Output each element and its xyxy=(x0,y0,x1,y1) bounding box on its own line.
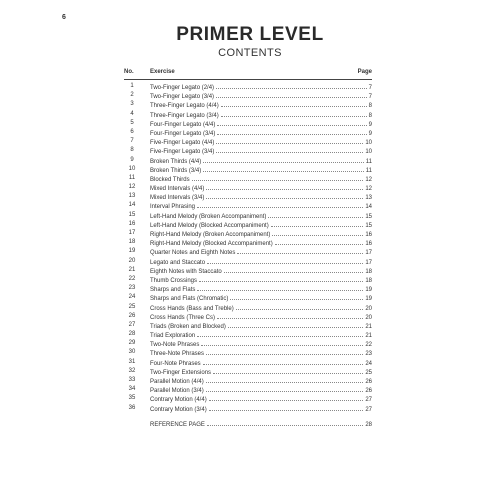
exercise-number: 23 xyxy=(128,285,136,292)
page-ref: 23 xyxy=(365,351,372,358)
dot-leader xyxy=(217,119,366,126)
toc-row xyxy=(124,201,372,210)
exercise-number: 15 xyxy=(128,211,136,218)
exercise-number: 25 xyxy=(128,303,136,310)
page-ref: 15 xyxy=(365,222,372,229)
page-ref: 7 xyxy=(368,94,372,101)
exercise-title: Parallel Motion (4/4) xyxy=(150,379,204,385)
exercise-title: Four-Finger Legato (3/4) xyxy=(150,130,216,137)
exercise-number: 12 xyxy=(128,184,136,191)
exercise-title: Three-Finger Legato (4/4) xyxy=(150,103,219,110)
toc-row xyxy=(124,91,372,100)
toc-entry-line xyxy=(150,348,372,357)
exercise-number: 4 xyxy=(130,110,134,117)
dot-leader xyxy=(199,275,363,282)
page-ref: 11 xyxy=(365,158,372,165)
toc-row xyxy=(124,321,372,330)
dot-leader xyxy=(236,303,364,310)
toc-row xyxy=(124,128,372,137)
page-ref: 24 xyxy=(365,360,372,367)
toc-entry-line xyxy=(150,220,372,229)
toc-row xyxy=(124,110,372,119)
toc-entry-line xyxy=(150,128,372,137)
dot-leader xyxy=(275,238,364,245)
exercise-number: 16 xyxy=(128,220,136,227)
toc-entry-line xyxy=(150,82,372,91)
exercise-number: 7 xyxy=(130,138,134,145)
page-ref: 26 xyxy=(365,379,372,385)
page-ref: 8 xyxy=(368,112,372,119)
dot-leader xyxy=(206,192,363,199)
page-ref: 19 xyxy=(365,287,372,294)
page-ref: 16 xyxy=(365,232,372,238)
toc-entry-line xyxy=(150,404,372,413)
dot-leader xyxy=(197,330,363,337)
exercise-number: 19 xyxy=(128,248,136,255)
toc-entry-line xyxy=(150,146,372,155)
toc-row xyxy=(124,211,372,220)
dot-leader xyxy=(237,247,363,254)
toc-entry-line xyxy=(150,275,372,284)
toc-row xyxy=(124,367,372,376)
exercise-number: 24 xyxy=(128,294,136,301)
toc-row xyxy=(124,376,372,385)
toc-reference-row xyxy=(124,419,372,428)
toc-entry-line xyxy=(150,339,372,348)
exercise-number: 31 xyxy=(128,358,136,365)
page-ref: 10 xyxy=(365,149,372,156)
exercise-title: Broken Thirds (4/4) xyxy=(150,158,202,165)
toc-entry-line xyxy=(150,330,372,339)
page-ref: 20 xyxy=(365,305,372,312)
toc-row xyxy=(124,385,372,394)
toc-row xyxy=(124,339,372,348)
toc-entry-line xyxy=(150,358,372,367)
exercise-title: Sharps and Flats xyxy=(150,287,196,294)
exercise-title: Triad Exploration xyxy=(150,333,196,340)
page-ref: 27 xyxy=(365,397,372,404)
toc-row xyxy=(124,119,372,128)
toc-row xyxy=(124,146,372,155)
exercise-title: Eighth Notes with Staccato xyxy=(150,268,222,275)
page-ref: 28 xyxy=(365,421,372,428)
page-number: 6 xyxy=(62,14,66,21)
toc-entry-line xyxy=(150,247,372,256)
page-ref: 14 xyxy=(365,204,372,211)
exercise-title: Blocked Thirds xyxy=(150,176,190,183)
toc-entry-line xyxy=(150,284,372,293)
dot-leader xyxy=(271,220,364,227)
page-ref: 21 xyxy=(365,333,372,340)
dot-leader xyxy=(206,348,363,355)
page-ref: 15 xyxy=(365,213,372,220)
exercise-number: 29 xyxy=(128,340,136,347)
exercise-title: Thumb Crossings xyxy=(150,277,198,284)
exercise-number: 8 xyxy=(130,147,134,154)
exercise-title: Broken Thirds (3/4) xyxy=(150,167,202,174)
page-ref: 20 xyxy=(365,314,372,321)
dot-leader xyxy=(209,394,364,401)
exercise-title: Two-Finger Legato (2/4) xyxy=(150,85,215,91)
dot-leader xyxy=(216,91,367,98)
toc-entry-line xyxy=(150,211,372,220)
exercise-title: Two-Finger Extensions xyxy=(150,369,212,376)
toc-entry-line xyxy=(150,367,372,376)
toc-entry-line xyxy=(150,91,372,100)
page-ref: 13 xyxy=(365,195,372,202)
toc-entry-line xyxy=(150,183,372,192)
exercise-number: 9 xyxy=(130,156,134,163)
toc-entry-line xyxy=(150,238,372,247)
toc-entry-line xyxy=(150,266,372,275)
exercise-title: Triads (Broken and Blocked) xyxy=(150,323,226,330)
exercise-title: Right-Hand Melody (Broken Accompaniment) xyxy=(150,232,271,238)
exercise-number: 26 xyxy=(128,312,136,319)
page-ref: 11 xyxy=(365,167,372,174)
page-ref: 27 xyxy=(365,406,372,413)
exercise-number: 20 xyxy=(128,257,136,264)
page-ref: 8 xyxy=(368,103,372,110)
exercise-title: Four-Finger Legato (4/4) xyxy=(150,121,216,128)
exercise-title: Two-Finger Legato (3/4) xyxy=(150,94,215,101)
exercise-number: 14 xyxy=(128,202,136,209)
column-header-page: Page xyxy=(357,69,372,75)
exercise-title: Sharps and Flats (Chromatic) xyxy=(150,296,229,303)
dot-leader xyxy=(217,128,366,135)
toc-entry-line xyxy=(150,201,372,210)
toc-row xyxy=(124,100,372,109)
page-ref: 9 xyxy=(368,130,372,137)
toc-entry-line xyxy=(150,229,372,238)
toc-entry-line xyxy=(150,165,372,174)
toc-entry-line xyxy=(150,257,372,266)
exercise-title: REFERENCE PAGE xyxy=(150,421,205,428)
toc-entry-line xyxy=(150,394,372,403)
exercise-title: Three-Note Phrases xyxy=(150,351,205,358)
dot-leader xyxy=(203,165,364,172)
toc-entry-line xyxy=(150,119,372,128)
dot-leader xyxy=(207,419,363,426)
dot-leader xyxy=(216,82,367,89)
exercise-number: 35 xyxy=(128,395,136,402)
toc-row xyxy=(124,303,372,312)
page-title: PRIMER LEVEL xyxy=(176,24,324,45)
toc-entry-line xyxy=(150,376,372,385)
toc-row xyxy=(124,348,372,357)
toc-entry-line xyxy=(150,293,372,302)
dot-leader xyxy=(206,385,364,392)
page-ref: 18 xyxy=(365,277,372,284)
page-ref: 12 xyxy=(365,176,372,183)
page-ref: 18 xyxy=(365,268,372,275)
exercise-number: 2 xyxy=(130,92,134,99)
column-header-exercise: Exercise xyxy=(150,69,175,75)
exercise-number: 22 xyxy=(128,275,136,282)
toc-row xyxy=(124,247,372,256)
toc-entry-line xyxy=(150,303,372,312)
dot-leader xyxy=(201,339,363,346)
dot-leader xyxy=(224,266,364,273)
toc-row xyxy=(124,257,372,266)
exercise-title: Cross Hands (Bass and Treble) xyxy=(150,305,234,312)
toc-row xyxy=(124,220,372,229)
dot-leader xyxy=(192,174,364,181)
toc-row xyxy=(124,156,372,165)
toc-entry-line xyxy=(150,137,372,146)
toc-entry-line xyxy=(150,419,372,428)
toc-header-row xyxy=(124,69,372,79)
toc-entry-line xyxy=(150,174,372,183)
toc-entry-line xyxy=(150,312,372,321)
toc-entry-line xyxy=(150,321,372,330)
column-header-no: No. xyxy=(124,69,134,75)
toc-entry-line xyxy=(150,156,372,165)
exercise-title: Mixed Intervals (3/4) xyxy=(150,195,205,202)
toc-row xyxy=(124,183,372,192)
exercise-title: Left-Hand Melody (Blocked Accompaniment) xyxy=(150,222,269,229)
page-ref: 12 xyxy=(365,186,372,193)
toc-row xyxy=(124,275,372,284)
exercise-number: 33 xyxy=(128,377,136,383)
toc-entry-line xyxy=(150,192,372,201)
exercise-number: 18 xyxy=(128,239,136,246)
dot-leader xyxy=(268,211,363,218)
page-subtitle: CONTENTS xyxy=(218,47,282,59)
page-ref: 19 xyxy=(365,296,372,303)
exercise-number: 5 xyxy=(130,119,134,126)
page-ref: 17 xyxy=(365,259,372,266)
exercise-title: Contrary Motion (3/4) xyxy=(150,406,207,413)
page-ref: 10 xyxy=(365,140,372,147)
exercise-title: Mixed Intervals (4/4) xyxy=(150,186,205,193)
toc-row xyxy=(124,312,372,321)
exercise-title: Right-Hand Melody (Blocked Accompaniment) xyxy=(150,241,273,248)
page-ref: 16 xyxy=(365,241,372,248)
header-divider xyxy=(124,79,372,80)
dot-leader xyxy=(221,100,367,107)
exercise-title: Interval Phrasing xyxy=(150,204,196,211)
toc-row xyxy=(124,238,372,247)
exercise-number: 1 xyxy=(130,83,134,89)
dot-leader xyxy=(203,156,364,163)
dot-leader xyxy=(216,146,363,153)
exercise-number: 21 xyxy=(128,266,136,273)
exercise-number: 6 xyxy=(130,128,134,135)
exercise-title: Five-Finger Legato (3/4) xyxy=(150,149,215,156)
exercise-number: 34 xyxy=(128,386,136,393)
page-ref: 21 xyxy=(365,323,372,330)
exercise-title: Left-Hand Melody (Broken Accompaniment) xyxy=(150,213,267,220)
page-ref: 26 xyxy=(365,388,372,395)
page-ref: 7 xyxy=(368,85,372,91)
dot-leader xyxy=(206,376,364,383)
toc-row xyxy=(124,165,372,174)
page-ref: 9 xyxy=(368,121,372,128)
dot-leader xyxy=(217,312,363,319)
exercise-title: Cross Hands (Three Cs) xyxy=(150,314,216,321)
dot-leader xyxy=(272,229,363,236)
toc-row xyxy=(124,330,372,339)
dot-leader xyxy=(197,201,363,208)
dot-leader xyxy=(207,257,363,264)
exercise-number: 17 xyxy=(128,230,136,236)
toc-row xyxy=(124,358,372,367)
page-ref: 22 xyxy=(365,342,372,349)
toc-row xyxy=(124,82,372,91)
toc-entry-line xyxy=(150,110,372,119)
toc-row xyxy=(124,284,372,293)
exercise-title: Five-Finger Legato (4/4) xyxy=(150,140,215,147)
toc-row xyxy=(124,404,372,413)
dot-leader xyxy=(228,321,364,328)
toc-row xyxy=(124,192,372,201)
toc-row xyxy=(124,394,372,403)
dot-leader xyxy=(230,293,363,300)
toc-row xyxy=(124,137,372,146)
exercise-title: Contrary Motion (4/4) xyxy=(150,397,207,404)
exercise-number: 32 xyxy=(128,367,136,374)
dot-leader xyxy=(216,137,363,144)
toc-row xyxy=(124,293,372,302)
toc-row xyxy=(124,174,372,183)
exercise-number: 3 xyxy=(130,101,134,108)
exercise-number: 13 xyxy=(128,193,136,200)
dot-leader xyxy=(203,358,364,365)
exercise-number: 11 xyxy=(128,174,136,181)
exercise-title: Parallel Motion (3/4) xyxy=(150,388,204,395)
table-of-contents xyxy=(124,82,372,428)
dot-leader xyxy=(221,110,367,117)
exercise-title: Three-Finger Legato (3/4) xyxy=(150,112,219,119)
page-ref: 17 xyxy=(365,250,372,257)
dot-leader xyxy=(209,404,364,411)
toc-entry-line xyxy=(150,385,372,394)
exercise-number: 27 xyxy=(128,321,136,328)
dot-leader xyxy=(206,183,363,190)
dot-leader xyxy=(213,367,363,374)
exercise-number: 36 xyxy=(128,404,136,411)
exercise-title: Quarter Notes and Eighth Notes xyxy=(150,250,236,257)
exercise-title: Four-Note Phrases xyxy=(150,360,201,367)
exercise-number: 30 xyxy=(128,349,136,356)
toc-entry-line xyxy=(150,100,372,109)
exercise-number: 10 xyxy=(128,165,136,172)
exercise-title: Legato and Staccato xyxy=(150,259,206,266)
toc-row xyxy=(124,229,372,238)
toc-row xyxy=(124,266,372,275)
exercise-title: Two-Note Phrases xyxy=(150,342,200,349)
exercise-number: 28 xyxy=(128,331,136,338)
page-ref: 25 xyxy=(365,369,372,376)
dot-leader xyxy=(197,284,363,291)
